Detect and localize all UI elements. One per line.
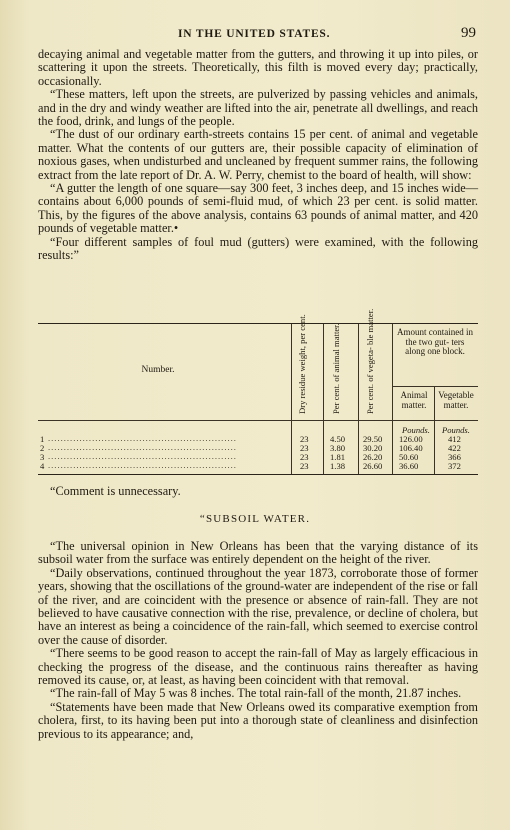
cell-animal-pct: 4.50 [330, 434, 346, 444]
cell-dry-residue: 23 [300, 443, 309, 453]
header-vegetable-pct: Per cent. of vegeta- ble matter. [365, 308, 375, 414]
column-divider [323, 324, 324, 474]
paragraph: “Daily observations, continued throughout the year 1873, corroborate those of former years, showing that the oscillations of the ground-water are independent of the rise or fall of the river, and are coincident with the presence or absence of rain-fall. They are not believed to have causative connection with the rise, prevalence, or decline of cholera, but have an interest as being a coincidence of the rain-fall, which seemed to exercise control over the cause of disorder. [38, 565, 478, 647]
dot-leader: ............................................................ [48, 451, 237, 461]
header-animal-matter: Animal matter. [400, 390, 428, 410]
cell-dry-residue: 23 [300, 452, 309, 462]
cell-vegetable-lb: 366 [448, 452, 461, 462]
cell-dry-residue: 23 [300, 434, 309, 444]
paragraph: “A gutter the length of one square—say 300 feet, 3 inches deep, and 15 inches wide—contains about 6,000 pounds of semi-fluid mud, of which 23 per cent. is solid matter. This, by the figures of the above analysis, contains 63 pounds of animal matter, and 420 pounds of vegetable matter.• [38, 181, 478, 236]
cell-vegetable-lb: 372 [448, 461, 461, 471]
cell-vegetable-pct: 29.50 [363, 434, 383, 444]
cell-number: 2 [40, 443, 45, 453]
cell-number: 4 [40, 461, 45, 471]
column-divider [291, 324, 292, 474]
paragraph: “The dust of our ordinary earth-streets contains 15 per cent. of animal and vegetable matter. What the contents of our gutters are, their possible capacity of elimination of noxious gases, when undisturbed and uncleaned by frequent summer rains, the following extract from the late report of Dr. A. W. Perry, chemist to the board of health, will show: [38, 127, 478, 182]
cell-animal-pct: 1.38 [330, 461, 346, 471]
paragraph: decaying animal and vegetable matter from the gutters, and throwing it up into piles, or scattering it upon the streets. Theoretically, this filth is moved every day; practically, occasionally. [38, 47, 478, 88]
cell-animal-lb: 50.60 [399, 452, 419, 462]
dot-leader: ............................................................ [48, 442, 237, 452]
cell-animal-lb: 36.60 [399, 461, 419, 471]
dot-leader: ............................................................ [48, 460, 237, 470]
header-subdivider [392, 386, 478, 387]
paragraph: “The universal opinion in New Orleans has been that the varying distance of its subsoil water from the surface was entirely dependent on the height of the river. [38, 539, 478, 567]
cell-number: 3 [40, 452, 45, 462]
cell-dry-residue: 23 [300, 461, 309, 471]
dot-leader: ............................................................ [48, 433, 237, 443]
cell-vegetable-pct: 30.20 [363, 443, 383, 453]
running-head: IN THE UNITED STATES. [178, 28, 331, 40]
comment-line [38, 485, 478, 498]
body-text-bottom [38, 540, 478, 741]
cell-animal-pct: 1.81 [330, 452, 346, 462]
paragraph: “Comment is unnecessary. [50, 484, 181, 498]
column-divider [358, 324, 359, 474]
header-vegetable-matter: Vegetable matter. [438, 390, 474, 410]
paragraph: “There seems to be good reason to accept the rain-fall of May as largely efficacious in checking the progress of the disease, and the continuous rains thereafter as having removed its cause, or, at least, as having been coincident with that removal. [38, 646, 478, 688]
cell-vegetable-lb: 412 [448, 434, 461, 444]
paragraph: “The rain-fall of May 5 was 8 inches. The total rain-fall of the month, 21.87 inches. [50, 686, 462, 701]
unit-animal: Pounds. [402, 425, 430, 435]
section-title: “SUBSOIL WATER. [199, 513, 311, 525]
cell-vegetable-pct: 26.20 [363, 452, 383, 462]
paragraph: “Statements have been made that New Orleans owed its comparative exemption from cholera, first, to its having been put into a thorough state of cleanliness and disinfection previous to its appearance; and, [38, 699, 478, 741]
page-number: 99 [461, 25, 476, 41]
header-number: Number. [141, 365, 175, 375]
header-amount-group: Amount contained in the two gut- ters along one block. [397, 327, 473, 356]
paragraph: “Four different samples of foul mud (gutters) were examined, with the following results:” [38, 234, 478, 263]
header-animal-pct: Per cent. of animal matter. [331, 323, 341, 414]
cell-animal-lb: 126.00 [399, 434, 423, 444]
cell-animal-lb: 106.40 [399, 443, 423, 453]
page-header [38, 26, 484, 44]
header-dry-residue: Dry residue weight, per cent. [297, 314, 307, 414]
cell-vegetable-lb: 422 [448, 443, 461, 453]
body-text-top [38, 48, 478, 263]
mud-samples-table [38, 308, 478, 475]
cell-animal-pct: 3.80 [330, 443, 346, 453]
cell-vegetable-pct: 26.60 [363, 461, 383, 471]
unit-vegetable: Pounds. [442, 425, 470, 435]
column-divider [392, 324, 393, 474]
header-bottom-rule [38, 420, 478, 421]
paragraph: “These matters, left upon the streets, are pulverized by passing vehicles and animals, and in the dry and windy weather are lifted into the air, penetrate all dwellings, and reach the food, drink, and lungs of the people. [38, 87, 478, 129]
cell-number: 1 [40, 434, 45, 444]
